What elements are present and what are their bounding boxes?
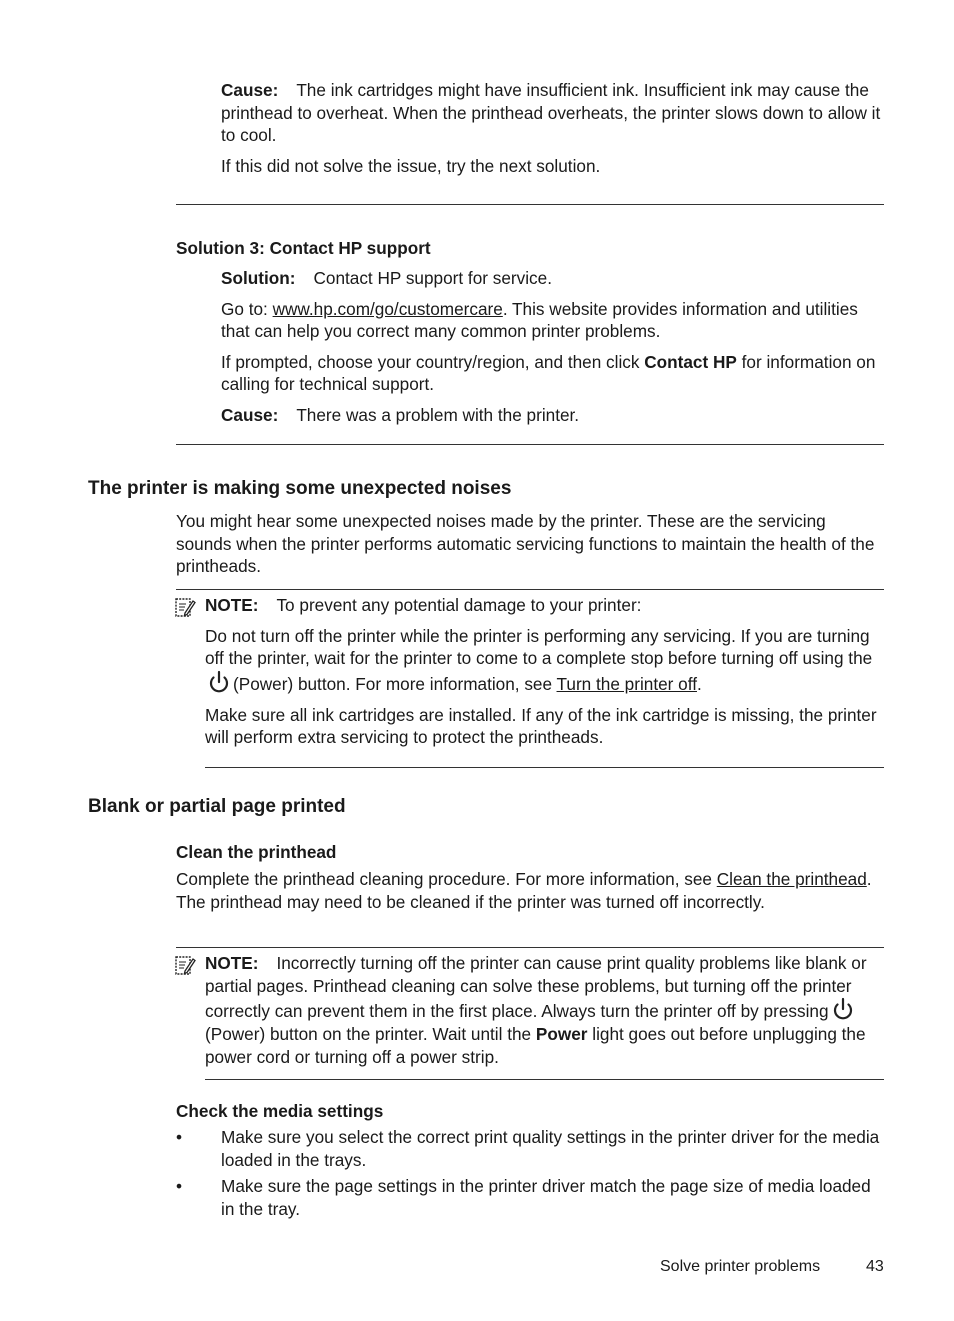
servicing-end: . <box>696 673 702 694</box>
prompt-suffix: for information on calling for technical support. <box>221 351 876 394</box>
cartridges-paragraph: Make sure all ink cartridges are installed. If any of the ink cartridge is missing, the printer will perform extra servicing to protect the printheads. <box>205 704 877 747</box>
note-icon <box>174 596 196 618</box>
solution-3-heading: Solution 3: Contact HP support <box>176 238 431 258</box>
contact-hp-bold: Contact HP <box>644 351 737 372</box>
footer-section: Solve printer problems <box>660 1258 821 1275</box>
note-bottom-rule-2 <box>205 1079 884 1080</box>
note-paragraph <box>205 594 885 617</box>
clean-paragraph <box>176 868 876 913</box>
note-top-rule-2 <box>176 947 884 948</box>
cause-label: Cause: <box>221 80 279 100</box>
note-label-2: NOTE: <box>205 953 259 973</box>
blank-note-paragraph <box>205 952 885 1068</box>
turn-printer-off-link[interactable]: Turn the printer off <box>556 673 697 694</box>
servicing-text-a: Do not turn off the printer while the printer is performing any servicing. If you are turning off the printer, wait for the printer to come to a complete stop before turning off using the <box>205 625 873 668</box>
note-icon <box>174 954 196 976</box>
page-number: 43 <box>866 1258 884 1275</box>
goto-paragraph <box>221 298 885 343</box>
solution-text: Contact HP support for service. <box>313 268 552 288</box>
solution-label: Solution: <box>221 268 296 288</box>
clean-printhead-heading: Clean the printhead <box>176 842 337 862</box>
prompt-paragraph <box>221 351 885 396</box>
solution-paragraph <box>221 267 885 290</box>
next-solution-text: If this did not solve the issue, try the next solution. <box>221 155 601 176</box>
cause-label-2: Cause: <box>221 404 279 425</box>
media-settings-heading: Check the media settings <box>176 1101 384 1121</box>
divider <box>176 204 884 205</box>
bullet-marker: • <box>176 1176 183 1196</box>
list-item: Make sure you select the correct print quality settings in the printer driver for the media loaded in the trays. <box>221 1127 880 1170</box>
prompt-prefix: If prompted, choose your country/region, and then click <box>221 351 645 372</box>
note-label: NOTE: <box>205 595 259 615</box>
cause-block-1 <box>221 79 885 177</box>
power-icon <box>831 997 855 1023</box>
noises-body: You might hear some unexpected noises made by the printer. These are the servicing sounds when the printer performs automatic servicing functions to maintain the health of the printheads. <box>176 511 875 576</box>
note-bottom-rule <box>205 767 884 768</box>
note-top-rule <box>176 589 884 590</box>
goto-prefix: Go to: <box>221 298 273 319</box>
goto-suffix: . This website provides information and utilities that can help you correct many common printer problems. <box>221 298 858 341</box>
divider <box>176 444 884 445</box>
solution-3-block <box>221 267 885 426</box>
clean-suffix: . The printhead may need to be cleaned if the printer was turned off incorrectly. <box>176 869 872 912</box>
power-icon <box>207 670 231 696</box>
customercare-link[interactable]: www.hp.com/go/customercare <box>272 298 503 319</box>
blank-note <box>205 952 885 1068</box>
clean-prefix: Complete the printhead cleaning procedure. For more information, see <box>176 869 717 889</box>
note-text: To prevent any potential damage to your printer: <box>276 595 642 615</box>
servicing-text-b: (Power) button. For more information, see <box>233 673 557 694</box>
blank-note-text-b: (Power) button on the printer. Wait until the <box>205 1024 536 1044</box>
clean-printhead-link[interactable]: Clean the printhead <box>716 869 867 889</box>
cause-paragraph-2 <box>221 404 885 427</box>
power-bold: Power <box>535 1024 588 1044</box>
cause-paragraph <box>221 79 885 147</box>
blank-note-text-a: Incorrectly turning off the printer can cause print quality problems like blank or partial pages. Printhead cleaning can solve these problems, but turning off the printer correctly can prevent them in the first place. Always turn the printer off by pressing <box>205 953 867 1021</box>
noises-heading: The printer is making some unexpected noises <box>88 478 512 499</box>
blank-page-heading: Blank or partial page printed <box>88 796 346 817</box>
cause-text: The ink cartridges might have insufficient ink. Insufficient ink may cause the printhead to overheat. When the printhead overheats, the printer slows down to allow it to cool. <box>221 80 881 145</box>
bullet-marker: • <box>176 1127 183 1147</box>
servicing-paragraph <box>205 625 885 696</box>
noises-note <box>205 594 885 749</box>
blank-note-text-c: light goes out before unplugging the power cord or turning off a power strip. <box>205 1024 866 1067</box>
cause-text-2: There was a problem with the printer. <box>296 404 580 425</box>
list-item: Make sure the page settings in the printer driver match the page size of media loaded in the tray. <box>221 1176 871 1219</box>
